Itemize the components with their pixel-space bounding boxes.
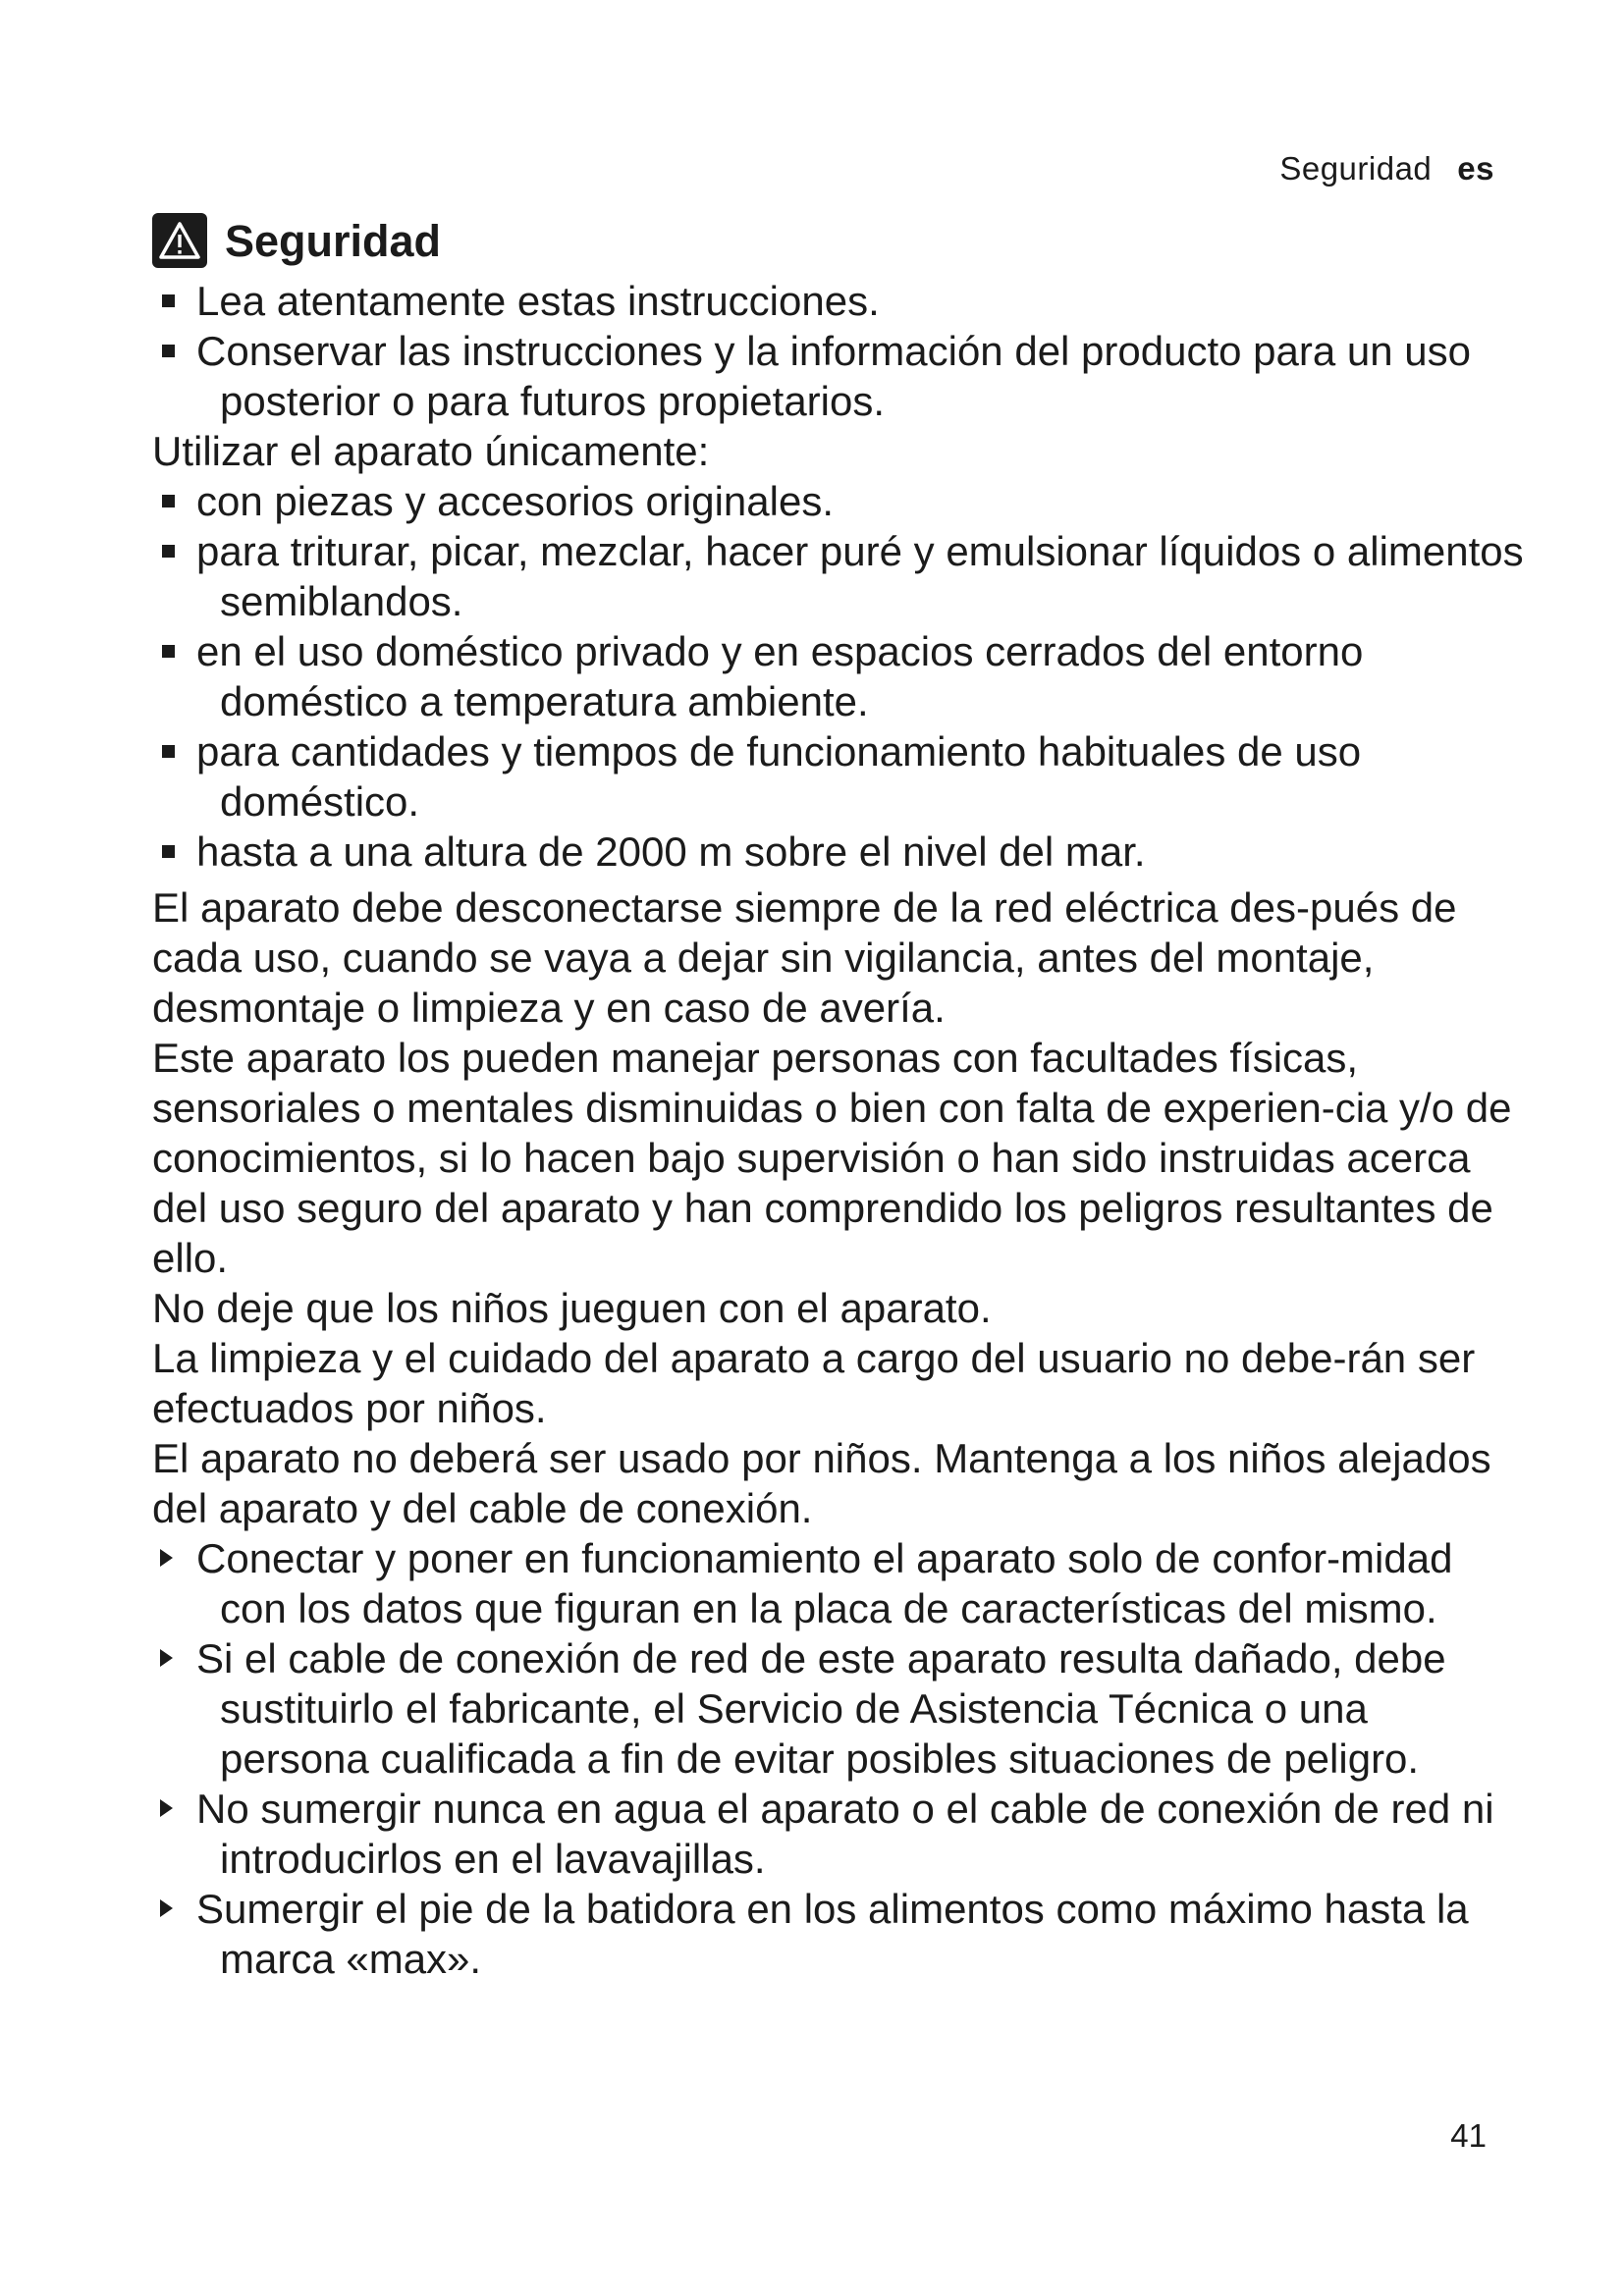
bullet-marker <box>162 294 175 307</box>
section-heading <box>152 209 1527 272</box>
instruction-item <box>152 1533 1527 1633</box>
instruction-item <box>152 1784 1527 1884</box>
instruction-text: Si el cable de conexión de red de este aparato resulta dañado, debe sustituirlo el fabricante, el Servicio de Asistencia Técnica o una persona cualificada a fin de evitar posibles situaciones de peligro. <box>196 1635 1446 1782</box>
usage-intro: Utilizar el aparato únicamente: <box>152 428 710 474</box>
running-header <box>1279 150 1494 187</box>
header-language: es <box>1457 150 1494 187</box>
page-content <box>152 209 1527 1984</box>
list-item <box>152 626 1527 726</box>
paragraph: La limpieza y el cuidado del aparato a cargo del usuario no debe-rán ser efectuados por niños. <box>152 1335 1476 1431</box>
list-item-text: hasta a una altura de 2000 m sobre el nivel del mar. <box>196 828 1146 875</box>
page-title: Seguridad <box>225 215 442 266</box>
list-item-text: en el uso doméstico privado y en espacios cerrados del entorno doméstico a temperatura ambiente. <box>196 628 1364 724</box>
list-item-text: Conservar las instrucciones y la información del producto para un uso posterior o para futuros propietarios. <box>196 328 1472 424</box>
list-item <box>152 326 1527 426</box>
paragraph: Este aparato los pueden manejar personas con facultades físicas, sensoriales o mentales disminuidas o bien con falta de experien-cia y/o de conocimientos, si lo hacen bajo supervisión o han sido instruidas acerca del uso seguro del aparato y han comprendido los peligros resultantes de ello. <box>152 1035 1512 1281</box>
list-item <box>152 827 1527 877</box>
arrow-marker-icon <box>160 1799 173 1817</box>
list-item <box>152 476 1527 526</box>
paragraph: No deje que los niños jueguen con el aparato. <box>152 1285 992 1331</box>
instruction-item <box>152 1633 1527 1784</box>
warning-triangle-icon <box>152 213 207 268</box>
instruction-item <box>152 1884 1527 1984</box>
bullet-marker <box>162 645 175 658</box>
list-item-text: Lea atentamente estas instrucciones. <box>196 278 880 324</box>
bullet-marker <box>162 495 175 507</box>
paragraph: El aparato no deberá ser usado por niños. Mantenga a los niños alejados del aparato y del cable de conexión. <box>152 1435 1491 1531</box>
list-item-text: para triturar, picar, mezclar, hacer puré y emulsionar líquidos o alimentos semiblandos. <box>196 528 1524 624</box>
bullet-marker <box>162 545 175 558</box>
list-item <box>152 276 1527 326</box>
list-item-text: con piezas y accesorios originales. <box>196 478 834 524</box>
paragraph: El aparato debe desconectarse siempre de la red eléctrica des-pués de cada uso, cuando se vaya a dejar sin vigilancia, antes del montaje, desmontaje o limpieza y en caso de avería. <box>152 884 1457 1031</box>
page-number: 41 <box>1450 2117 1487 2154</box>
instruction-text: No sumergir nunca en agua el aparato o el cable de conexión de red ni introducirlos en el lavavajillas. <box>196 1786 1494 1882</box>
list-item-text: para cantidades y tiempos de funcionamiento habituales de uso doméstico. <box>196 728 1362 825</box>
instruction-text: Sumergir el pie de la batidora en los alimentos como máximo hasta la marca «max». <box>196 1886 1469 1982</box>
bullet-marker <box>162 845 175 858</box>
header-section: Seguridad <box>1279 150 1433 187</box>
arrow-marker-icon <box>160 1899 173 1917</box>
arrow-marker-icon <box>160 1549 173 1567</box>
instruction-text: Conectar y poner en funcionamiento el aparato solo de confor-midad con los datos que figuran en la placa de características del mismo. <box>196 1535 1453 1631</box>
list-item <box>152 526 1527 626</box>
bullet-marker <box>162 345 175 357</box>
list-item <box>152 726 1527 827</box>
bullet-marker <box>162 745 175 758</box>
arrow-marker-icon <box>160 1649 173 1667</box>
